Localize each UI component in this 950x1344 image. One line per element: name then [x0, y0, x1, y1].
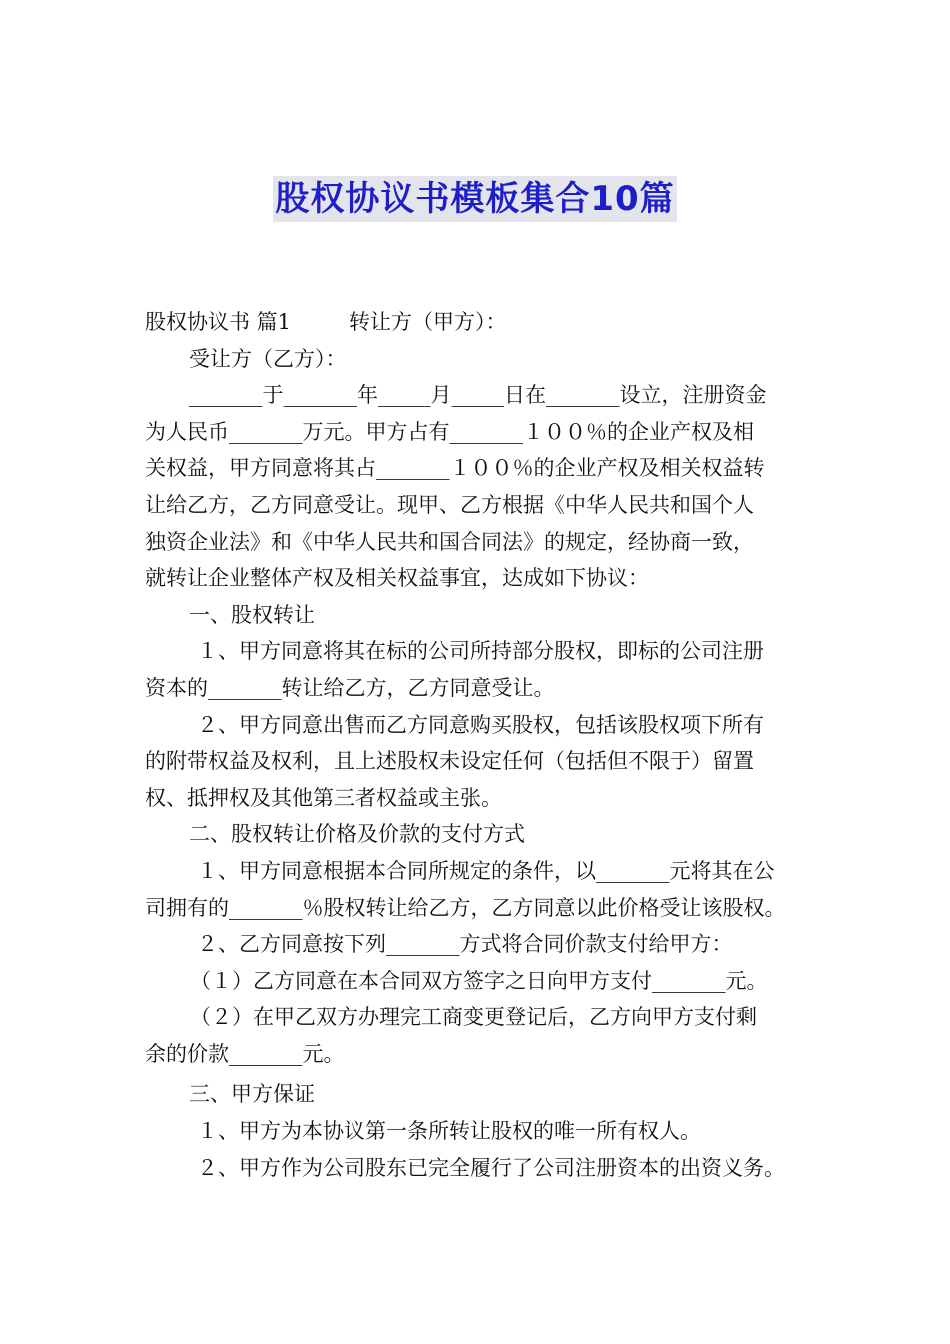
- paragraph-line: 独资企业法》和《中华人民共和国合同法》的规定，经协商一致，: [145, 529, 754, 554]
- document-title: 股权协议书模板集合10篇: [273, 176, 676, 222]
- paragraph-line: （１）乙方同意在本合同双方签字之日向甲方支付_______元。: [190, 968, 768, 993]
- header-line: [145, 304, 815, 341]
- paragraph-line: ２、甲方作为公司股东已完全履行了公司注册资本的出资义务。: [197, 1155, 785, 1180]
- paragraph-line: 关权益，甲方同意将其占_______１００％的企业产权及相关权益转: [145, 456, 765, 481]
- title-container: [0, 176, 950, 222]
- transferor-label: 转让方（甲方）：: [349, 310, 507, 334]
- paragraph-line: 余的价款_______元。: [145, 1041, 345, 1066]
- clause-heading: 一、股权转让: [189, 602, 315, 627]
- paragraph-line: ２、乙方同意按下列_______方式将合同价款支付给甲方：: [197, 932, 733, 957]
- paragraph-line: 就转让企业整体产权及相关权益事宜，达成如下协议：: [145, 566, 649, 591]
- paragraph-line: １、甲方为本协议第一条所转让股权的唯一所有权人。: [197, 1119, 701, 1144]
- paragraph-line: 资本的_______转让给乙方，乙方同意受让。: [145, 675, 555, 700]
- paragraph-line: 为人民币_______万元。甲方占有_______１００％的企业产权及相: [145, 419, 754, 444]
- clause-heading: 二、股权转让价格及价款的支付方式: [189, 822, 525, 847]
- paragraph-line: 权、抵押权及其他第三者权益或主张。: [145, 785, 502, 810]
- paragraph-line: _______于_______年_____月_____日在_______设立，注册资金: [189, 383, 767, 408]
- clause-heading: 三、甲方保证: [189, 1082, 315, 1107]
- paragraph-line: １、甲方同意根据本合同所规定的条件，以_______元将其在公: [197, 858, 775, 883]
- paragraph-line: （２）在甲乙双方办理完工商变更登记后，乙方向甲方支付剩: [190, 1005, 757, 1030]
- section-heading: 股权协议书 篇1: [145, 310, 292, 334]
- paragraph-line: 让给乙方，乙方同意受让。现甲、乙方根据《中华人民共和国个人: [145, 492, 754, 517]
- paragraph-line: １、甲方同意将其在标的公司所持部分股权，即标的公司注册: [197, 639, 764, 664]
- document-body: [145, 304, 815, 1186]
- paragraph-line: ２、甲方同意出售而乙方同意购买股权，包括该股权项下所有: [197, 712, 764, 737]
- paragraph-line: 的附带权益及权利，且上述股权未设定任何（包括但不限于）留置: [145, 749, 754, 774]
- paragraph-line: 受让方（乙方）：: [189, 346, 347, 371]
- paragraph-line: 司拥有的_______％股权转让给乙方，乙方同意以此价格受让该股权。: [145, 895, 786, 920]
